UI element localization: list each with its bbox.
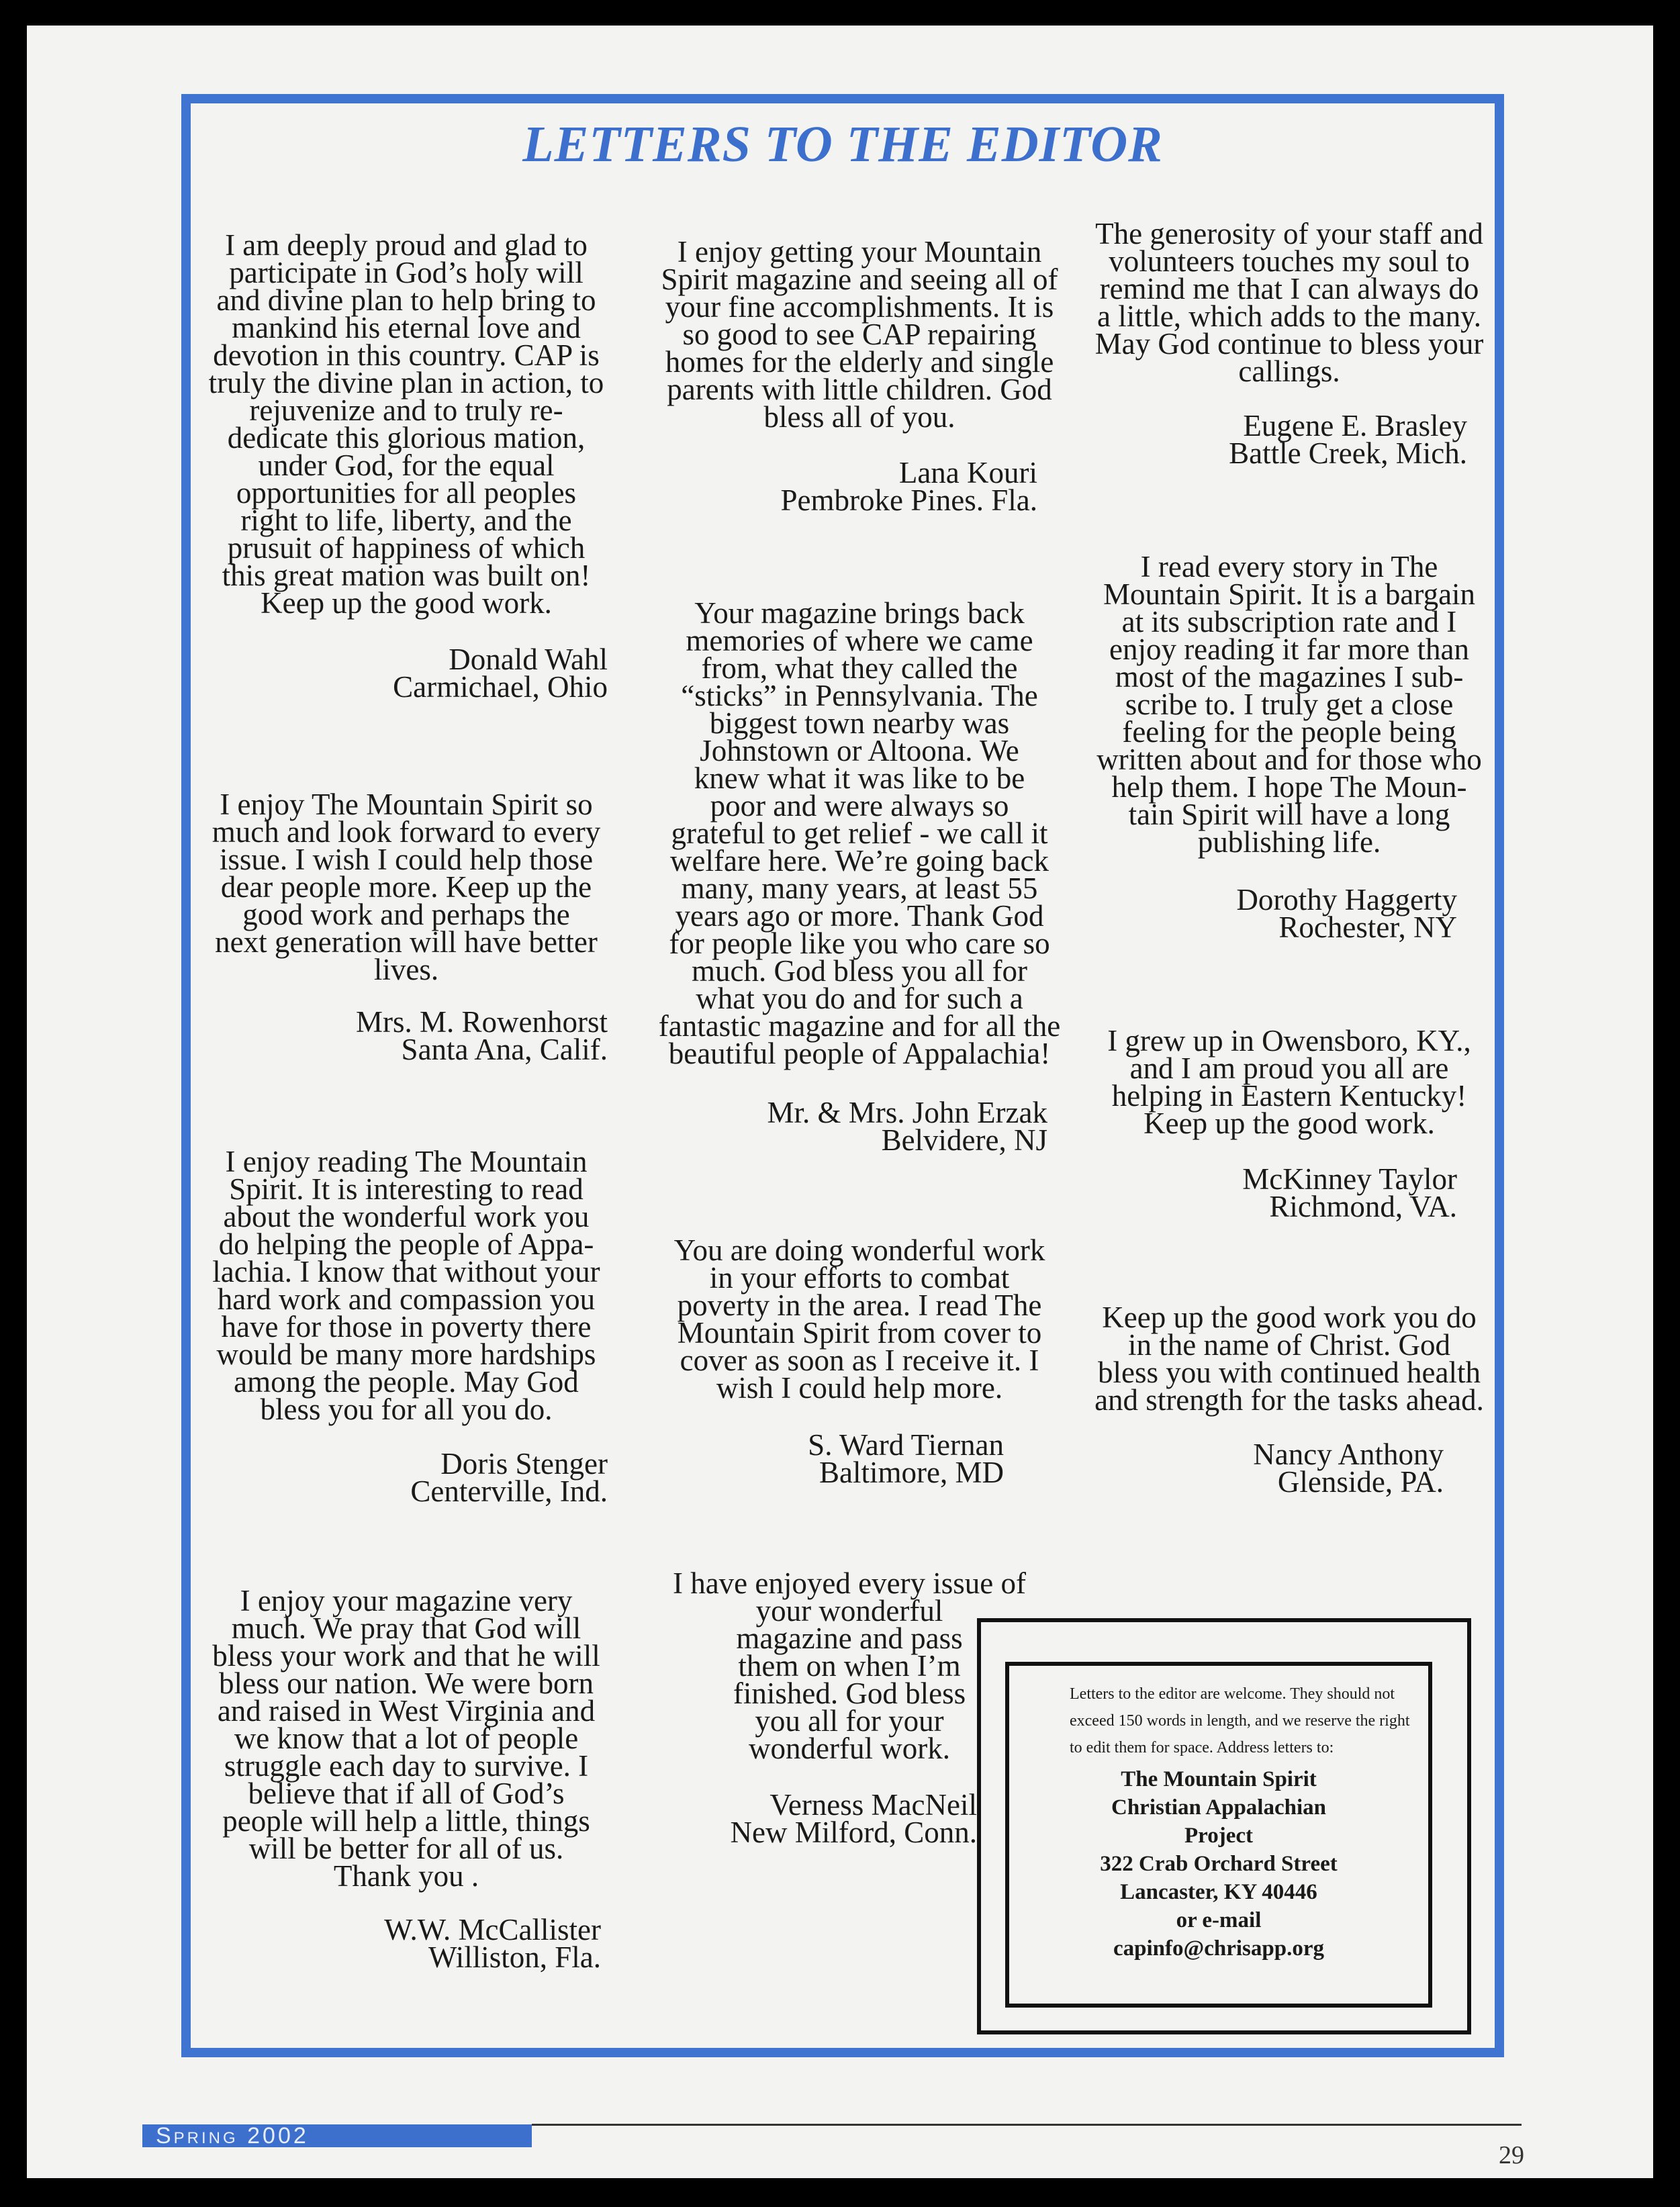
letter-line: devotion in this country. CAP is xyxy=(213,338,600,372)
letter-line: I read every story in The xyxy=(1140,550,1438,583)
letter-signature xyxy=(641,1096,1047,1157)
letter-line: will be better for all of us. xyxy=(248,1832,564,1865)
address-line: or e-mail xyxy=(1176,1908,1262,1932)
letter-signature xyxy=(201,1005,608,1066)
letter-line: much and look forward to every xyxy=(212,815,601,849)
letter-line: welfare here. We’re going back xyxy=(670,844,1049,878)
letter-line: publishing life. xyxy=(1197,825,1381,859)
letter-line: The generosity of your staff and xyxy=(1095,217,1483,250)
letter-author-location: Williston, Fla. xyxy=(428,1940,601,1974)
letter-line: poor and were always so xyxy=(710,789,1009,823)
letter-author-name: Verness MacNeil xyxy=(769,1788,977,1822)
letter xyxy=(201,1584,611,1893)
letter-signature xyxy=(641,456,1037,517)
letter-line: I have enjoyed every issue of xyxy=(672,1566,1027,1600)
letter-line: and I am proud you all are xyxy=(1129,1051,1449,1085)
letter xyxy=(201,788,611,986)
letter-line: I enjoy The Mountain Spirit so xyxy=(220,788,593,821)
letter-line: hard work and compassion you xyxy=(217,1282,596,1316)
letter-line: what you do and for such a xyxy=(696,982,1023,1015)
letter-line: and raised in West Virginia and xyxy=(217,1694,596,1728)
address-line: The Mountain Spirit xyxy=(1121,1767,1317,1791)
letter-line: Mountain Spirit. It is a bargain xyxy=(1103,577,1476,611)
letter-line: volunteers touches my soul to xyxy=(1109,244,1470,278)
letter-author-name: Mr. & Mrs. John Erzak xyxy=(767,1096,1047,1129)
letter-line: bless you for all you do. xyxy=(260,1393,553,1426)
letter-line: we know that a lot of people xyxy=(234,1722,579,1755)
letter-line: and divine plan to help bring to xyxy=(216,283,596,317)
letter-line: under God, for the equal xyxy=(258,449,555,482)
address-line: Christian Appalachian xyxy=(1111,1795,1326,1820)
letter-line: you all for your xyxy=(755,1704,944,1738)
letter-line: rejuvenize and to truly re- xyxy=(249,393,563,427)
letter-line: believe that if all of God’s xyxy=(248,1777,565,1810)
letter-line: among the people. May God xyxy=(234,1365,579,1399)
letter-line: from, what they called the xyxy=(701,651,1018,685)
letter-line: bless our nation. We were born xyxy=(219,1666,594,1700)
letter-line: a little, which adds to the many. xyxy=(1097,299,1481,333)
letter-line: Spirit. It is interesting to read xyxy=(229,1172,584,1206)
letter-line: Mountain Spirit from cover to xyxy=(677,1316,1042,1350)
letter-line: I enjoy getting your Mountain xyxy=(677,235,1042,269)
letter-signature xyxy=(1081,1162,1457,1223)
letter-line: your wonderful xyxy=(755,1594,943,1628)
letter-line: biggest town nearby was xyxy=(709,706,1010,740)
footer-rule xyxy=(532,2124,1522,2126)
letter-line: callings. xyxy=(1238,355,1340,388)
letter-line: May God continue to bless your xyxy=(1094,327,1484,361)
letter-line: do helping the people of Appa- xyxy=(218,1227,594,1261)
letter-line: I enjoy reading The Mountain xyxy=(225,1145,588,1178)
letter xyxy=(1081,1301,1497,1417)
letter-line: memories of where we came xyxy=(686,624,1033,657)
letter-line: knew what it was like to be xyxy=(694,761,1025,795)
letter-author-name: W.W. McCallister xyxy=(384,1913,601,1946)
letter-line: many, many years, at least 55 xyxy=(681,872,1038,905)
letter-signature xyxy=(1081,409,1467,470)
letter-line: people will help a little, things xyxy=(222,1804,590,1838)
letter-line: “sticks” in Pennsylvania. The xyxy=(681,679,1038,712)
letter-line: I grew up in Owensboro, KY., xyxy=(1107,1024,1471,1058)
letter-line: wonderful work. xyxy=(749,1732,950,1765)
letter xyxy=(641,1233,1078,1405)
letter-line: cover as soon as I receive it. I xyxy=(680,1344,1039,1377)
letter-author-location: Baltimore, MD xyxy=(819,1456,1004,1489)
letter-author-name: Nancy Anthony xyxy=(1253,1438,1444,1471)
letter-line: and strength for the tasks ahead. xyxy=(1094,1383,1484,1417)
letter-line: in your efforts to combat xyxy=(709,1261,1010,1295)
address-line: Lancaster, KY 40446 xyxy=(1120,1880,1317,1904)
letter-line: written about and for those who xyxy=(1096,743,1482,776)
letter-line: so good to see CAP repairing xyxy=(682,318,1037,351)
letter-line: bless your work and that he will xyxy=(212,1639,600,1673)
letter-author-location: Richmond, VA. xyxy=(1269,1190,1457,1223)
letter-line: tain Spirit will have a long xyxy=(1128,798,1450,831)
letter-line: scribe to. I truly get a close xyxy=(1125,688,1454,721)
letter-line: helping in Eastern Kentucky! xyxy=(1111,1079,1467,1113)
letter-author-location: Carmichael, Ohio xyxy=(393,670,608,704)
letter-line: wish I could help more. xyxy=(716,1371,1003,1405)
letter-line: bless all of you. xyxy=(763,400,955,434)
letter-line: opportunities for all peoples xyxy=(236,476,577,510)
letter xyxy=(1081,217,1497,388)
letter-line: years ago or more. Thank God xyxy=(675,899,1044,933)
letter-line: lachia. I know that without your xyxy=(212,1255,600,1288)
letter-line: dear people more. Keep up the xyxy=(220,870,592,904)
letter-line: help them. I hope The Moun- xyxy=(1111,770,1467,804)
letter-signature xyxy=(641,1788,977,1849)
letter-line: grateful to get relief - we call it xyxy=(671,816,1048,850)
page-title: LETTERS TO THE EDITOR xyxy=(522,116,1163,173)
letter-line: I am deeply proud and glad to xyxy=(225,228,588,262)
letter xyxy=(641,235,1078,434)
letter-line: Keep up the good work. xyxy=(1144,1107,1435,1140)
letter-line: enjoy reading it far more than xyxy=(1109,632,1470,666)
letter-line: mankind his eternal love and xyxy=(232,311,581,344)
letter-author-location: Pembroke Pines. Fla. xyxy=(780,483,1037,517)
letter-line: truly the divine plan in action, to xyxy=(208,366,604,400)
letter-line: Your magazine brings back xyxy=(694,596,1025,630)
letter-author-location: Battle Creek, Mich. xyxy=(1229,436,1467,470)
letter-line: poverty in the area. I read The xyxy=(677,1288,1042,1322)
letter-author-name: Lana Kouri xyxy=(898,456,1037,489)
letter-line: Thank you . xyxy=(333,1859,479,1893)
letter-line: homes for the elderly and single xyxy=(665,345,1054,379)
letter-line: remind me that I can always do xyxy=(1099,272,1479,306)
letter-author-location: New Milford, Conn. xyxy=(730,1816,977,1849)
letter xyxy=(201,1145,611,1426)
letter-author-name: Mrs. M. Rowenhorst xyxy=(355,1005,608,1039)
letter-author-location: Rochester, NY xyxy=(1278,910,1457,944)
letter-line: much. We pray that God will xyxy=(231,1611,581,1645)
letter-line: beautiful people of Appalachia! xyxy=(668,1037,1051,1070)
letter xyxy=(641,596,1078,1070)
submission-info-box xyxy=(1005,1662,1432,2008)
letter-line: good work and perhaps the xyxy=(242,898,570,931)
letter-line: You are doing wonderful work xyxy=(673,1233,1045,1267)
address-line: 322 Crab Orchard Street xyxy=(1100,1852,1338,1876)
letter xyxy=(201,228,611,620)
letter xyxy=(1081,550,1497,859)
letter-signature xyxy=(641,1428,1004,1489)
letter-line: much. God bless you all for xyxy=(692,954,1027,988)
letter-line: have for those in poverty there xyxy=(221,1310,592,1344)
letter-author-name: Eugene E. Brasley xyxy=(1243,409,1467,442)
letter-line: would be many more hardships xyxy=(216,1337,596,1371)
letter-line: in the name of Christ. God xyxy=(1128,1328,1450,1362)
letter-line: right to life, liberty, and the xyxy=(240,504,572,537)
letter-line: dedicate this glorious mation, xyxy=(227,421,586,455)
letter-line: this great mation was built on! xyxy=(222,559,591,592)
letter-line: participate in God’s holy will xyxy=(229,256,584,289)
letter-line: lives. xyxy=(373,953,439,986)
letter-author-name: McKinney Taylor xyxy=(1242,1162,1457,1196)
letter-line: Keep up the good work. xyxy=(261,586,552,620)
letter-signature xyxy=(201,643,608,704)
letter-line: most of the magazines I sub- xyxy=(1115,660,1464,694)
page-number: 29 xyxy=(1499,2141,1524,2169)
letter-author-location: Santa Ana, Calif. xyxy=(401,1033,608,1066)
submission-guidelines: Letters to the editor are welcome. They should not exceed 150 words in length, and we reserve the right to edit them for space. Address letters to: xyxy=(1070,1685,1410,1756)
letter-line: struggle each day to survive. I xyxy=(224,1749,589,1783)
letter-line: Spirit magazine and seeing all of xyxy=(661,263,1058,296)
letter-line: for people like you who care so xyxy=(669,927,1050,960)
letter-line: parents with little children. God xyxy=(667,373,1052,406)
letter-line: at its subscription rate and I xyxy=(1121,605,1457,639)
letter-author-name: Donald Wahl xyxy=(449,643,608,676)
letter-signature xyxy=(1081,883,1457,944)
letter xyxy=(1081,1024,1497,1140)
letter-signature xyxy=(1081,1438,1444,1499)
letter-author-location: Centerville, Ind. xyxy=(410,1474,608,1508)
letter-signature xyxy=(201,1913,601,1974)
letter-line: prusuit of happiness of which xyxy=(227,531,586,565)
letter-line: Keep up the good work you do xyxy=(1102,1301,1477,1334)
letter-author-name: Dorothy Haggerty xyxy=(1236,883,1457,917)
letter-line: magazine and pass xyxy=(736,1622,963,1655)
address-line: Project xyxy=(1184,1824,1253,1848)
letter-author-name: Doris Stenger xyxy=(440,1447,608,1481)
letter-line: Johnstown or Altoona. We xyxy=(700,734,1019,767)
letter-signature xyxy=(201,1447,608,1508)
letter-line: fantastic magazine and for all the xyxy=(658,1009,1061,1043)
letter-author-location: Belvidere, NJ xyxy=(881,1123,1047,1157)
letter-line: next generation will have better xyxy=(215,925,598,959)
letter-line: bless you with continued health xyxy=(1098,1356,1481,1389)
mailing-address xyxy=(1027,1765,1411,1963)
contact-email: capinfo@chrisapp.org xyxy=(1113,1936,1324,1961)
letter-line: feeling for the people being xyxy=(1122,715,1456,749)
letter-author-location: Glenside, PA. xyxy=(1277,1465,1444,1499)
letter-author-name: S. Ward Tiernan xyxy=(808,1428,1004,1462)
letter-line: them on when I’m xyxy=(738,1649,961,1683)
letter-line: issue. I wish I could help those xyxy=(219,843,594,876)
issue-label: Spring 2002 xyxy=(142,2124,532,2147)
letter-line: finished. God bless xyxy=(733,1677,966,1710)
letter-line: your fine accomplishments. It is xyxy=(665,290,1054,324)
letter-line: I enjoy your magazine very xyxy=(240,1584,573,1617)
letter-line: about the wonderful work you xyxy=(223,1200,590,1233)
